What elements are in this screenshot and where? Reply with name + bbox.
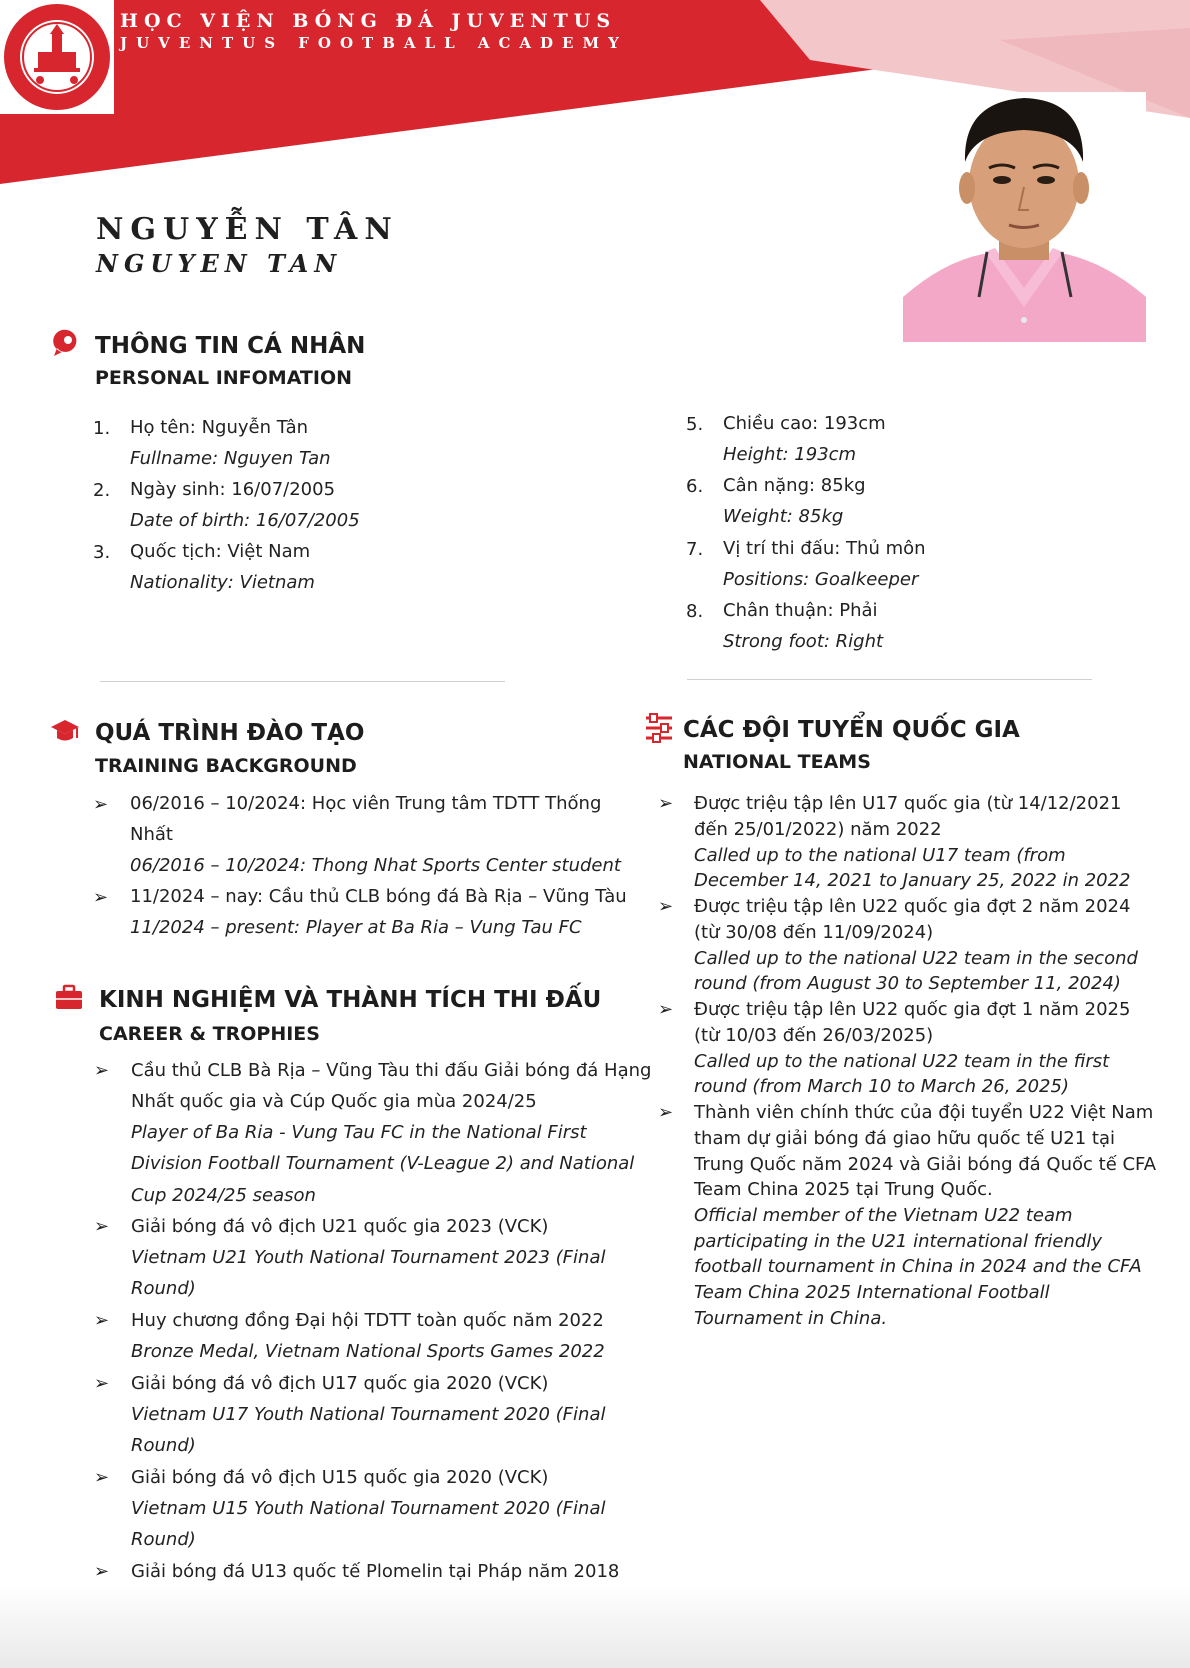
training-line: 11/2024 – present: Player at Ba Ria – Vung Tau FC — [130, 917, 582, 938]
national-line: Official member of the Vietnam U22 team — [694, 1205, 1073, 1226]
academy-name-en: JUVENTUS FOOTBALL ACADEMY — [120, 34, 628, 52]
academy-title — [120, 10, 628, 52]
national-line: Called up to the national U17 team (from — [694, 845, 1066, 866]
bullet-arrow-icon: ➢ — [658, 896, 674, 917]
career-line: Vietnam U21 Youth National Tournament 2023 (Final — [131, 1247, 606, 1268]
info-nationality-vn: Quốc tịch: Việt Nam — [130, 541, 311, 562]
national-line: Called up to the national U22 team in the second — [694, 948, 1138, 969]
info-fullname-en: Fullname: Nguyen Tan — [130, 448, 331, 469]
bullet-arrow-icon: ➢ — [93, 794, 109, 815]
national-line: December 14, 2021 to January 25, 2022 in 2022 — [694, 870, 1131, 891]
career-line: Giải bóng đá vô địch U15 quốc gia 2020 (VCK) — [131, 1467, 549, 1488]
bullet-arrow-icon: ➢ — [94, 1561, 110, 1582]
info-fullname-vn: Họ tên: Nguyễn Tân — [130, 417, 309, 438]
national-line: Được triệu tập lên U22 quốc gia đợt 1 năm 2025 — [694, 999, 1131, 1020]
info-position-vn: Vị trí thi đấu: Thủ môn — [723, 538, 926, 559]
bullet-arrow-icon: ➢ — [94, 1310, 110, 1331]
info-number: 5. — [686, 414, 704, 435]
career-line: Round) — [131, 1529, 196, 1550]
training-line: 06/2016 – 10/2024: Học viên Trung tâm TDTT Thống — [130, 793, 602, 814]
career-line: Vietnam U17 Youth National Tournament 2020 (Final — [131, 1404, 606, 1425]
career-line: Division Football Tournament (V-League 2) and National — [131, 1153, 635, 1174]
info-dob-vn: Ngày sinh: 16/07/2005 — [130, 479, 336, 500]
user-profile-icon — [52, 328, 82, 358]
national-line: Team China 2025 International Football — [694, 1282, 1050, 1303]
career-title-en: CAREER & TROPHIES — [99, 1023, 320, 1045]
info-foot-en: Strong foot: Right — [723, 631, 884, 652]
career-line: Round) — [131, 1278, 196, 1299]
career-line: Player of Ba Ria - Vung Tau FC in the National First — [131, 1122, 587, 1143]
team-lineup-icon — [644, 713, 674, 743]
national-line: (từ 30/08 đến 11/09/2024) — [694, 922, 934, 943]
info-height-vn: Chiều cao: 193cm — [723, 413, 886, 434]
national-line: football tournament in China in 2024 and the CFA — [694, 1256, 1142, 1277]
training-title-en: TRAINING BACKGROUND — [95, 755, 357, 777]
personal-title-vn: THÔNG TIN CÁ NHÂN — [95, 333, 366, 359]
career-line: Cup 2024/25 season — [131, 1185, 316, 1206]
page-bottom-shade — [0, 1585, 1190, 1668]
national-line: Called up to the national U22 team in the first — [694, 1051, 1110, 1072]
info-nationality-en: Nationality: Vietnam — [130, 572, 315, 593]
player-name-vn: NGUYỄN TÂN — [96, 212, 399, 247]
info-number: 2. — [93, 480, 111, 501]
bullet-arrow-icon: ➢ — [94, 1060, 110, 1081]
bullet-arrow-icon: ➢ — [658, 999, 674, 1020]
national-title-en: NATIONAL TEAMS — [683, 751, 871, 773]
info-weight-en: Weight: 85kg — [723, 506, 844, 527]
bullet-arrow-icon: ➢ — [94, 1467, 110, 1488]
career-line: Round) — [131, 1435, 196, 1456]
bullet-arrow-icon: ➢ — [94, 1373, 110, 1394]
training-line: 11/2024 – nay: Cầu thủ CLB bóng đá Bà Rịa – Vũng Tàu — [130, 886, 627, 907]
career-line: Giải bóng đá U13 quốc tế Plomelin tại Pháp năm 2018 — [131, 1561, 620, 1582]
divider — [687, 679, 1092, 680]
info-dob-en: Date of birth: 16/07/2005 — [130, 510, 360, 531]
national-line: Tournament in China. — [694, 1308, 888, 1329]
career-line: Nhất quốc gia và Cúp Quốc gia mùa 2024/25 — [131, 1091, 537, 1112]
national-line: Được triệu tập lên U22 quốc gia đợt 2 năm 2024 — [694, 896, 1131, 917]
national-line: Trung Quốc năm 2024 và Giải bóng đá Quốc tế CFA — [694, 1154, 1157, 1175]
national-title-vn: CÁC ĐỘI TUYỂN QUỐC GIA — [683, 717, 1020, 743]
briefcase-icon — [54, 983, 84, 1013]
national-line: (từ 10/03 đến 26/03/2025) — [694, 1025, 934, 1046]
national-line: round (from August 30 to September 11, 2024) — [694, 973, 1121, 994]
bullet-arrow-icon: ➢ — [658, 793, 674, 814]
academy-name-vn: HỌC VIỆN BÓNG ĐÁ JUVENTUS — [120, 10, 617, 32]
career-line: Vietnam U15 Youth National Tournament 2020 (Final — [131, 1498, 606, 1519]
training-line: Nhất — [130, 824, 173, 845]
info-number: 3. — [93, 542, 111, 563]
career-line: Huy chương đồng Đại hội TDTT toàn quốc năm 2022 — [131, 1310, 604, 1331]
national-line: round (from March 10 to March 26, 2025) — [694, 1076, 1069, 1097]
national-line: Thành viên chính thức của đội tuyển U22 Việt Nam — [694, 1102, 1154, 1123]
player-name-en: NGUYEN TAN — [96, 249, 343, 278]
bullet-arrow-icon: ➢ — [93, 887, 109, 908]
personal-title-en: PERSONAL INFOMATION — [95, 367, 353, 389]
club-logo — [0, 0, 114, 114]
bullet-arrow-icon: ➢ — [658, 1102, 674, 1123]
info-number: 6. — [686, 476, 704, 497]
career-line: Bronze Medal, Vietnam National Sports Games 2022 — [131, 1341, 605, 1362]
graduation-cap-icon — [50, 716, 80, 746]
bullet-arrow-icon: ➢ — [94, 1216, 110, 1237]
national-line: Team China 2025 tại Trung Quốc. — [694, 1179, 993, 1200]
training-title-vn: QUÁ TRÌNH ĐÀO TẠO — [95, 720, 365, 746]
career-line: Cầu thủ CLB Bà Rịa – Vũng Tàu thi đấu Giải bóng đá Hạng — [131, 1060, 652, 1081]
national-line: đến 25/01/2022) năm 2022 — [694, 819, 942, 840]
divider — [100, 681, 505, 682]
info-number: 1. — [93, 418, 111, 439]
training-line: 06/2016 – 10/2024: Thong Nhat Sports Center student — [130, 855, 621, 876]
national-line: tham dự giải bóng đá giao hữu quốc tế U21 tại — [694, 1128, 1116, 1149]
career-line: Giải bóng đá vô địch U21 quốc gia 2023 (VCK) — [131, 1216, 549, 1237]
info-position-en: Positions: Goalkeeper — [723, 569, 919, 590]
national-line: participating in the U21 international friendly — [694, 1231, 1102, 1252]
career-line: Giải bóng đá vô địch U17 quốc gia 2020 (VCK) — [131, 1373, 549, 1394]
info-number: 8. — [686, 601, 704, 622]
info-weight-vn: Cân nặng: 85kg — [723, 475, 866, 496]
info-number: 7. — [686, 539, 704, 560]
player-name — [96, 212, 399, 278]
player-photo — [903, 92, 1146, 342]
career-title-vn: KINH NGHIỆM VÀ THÀNH TÍCH THI ĐẤU — [99, 987, 602, 1013]
info-height-en: Height: 193cm — [723, 444, 857, 465]
info-foot-vn: Chân thuận: Phải — [723, 600, 878, 621]
national-line: Được triệu tập lên U17 quốc gia (từ 14/12/2021 — [694, 793, 1122, 814]
